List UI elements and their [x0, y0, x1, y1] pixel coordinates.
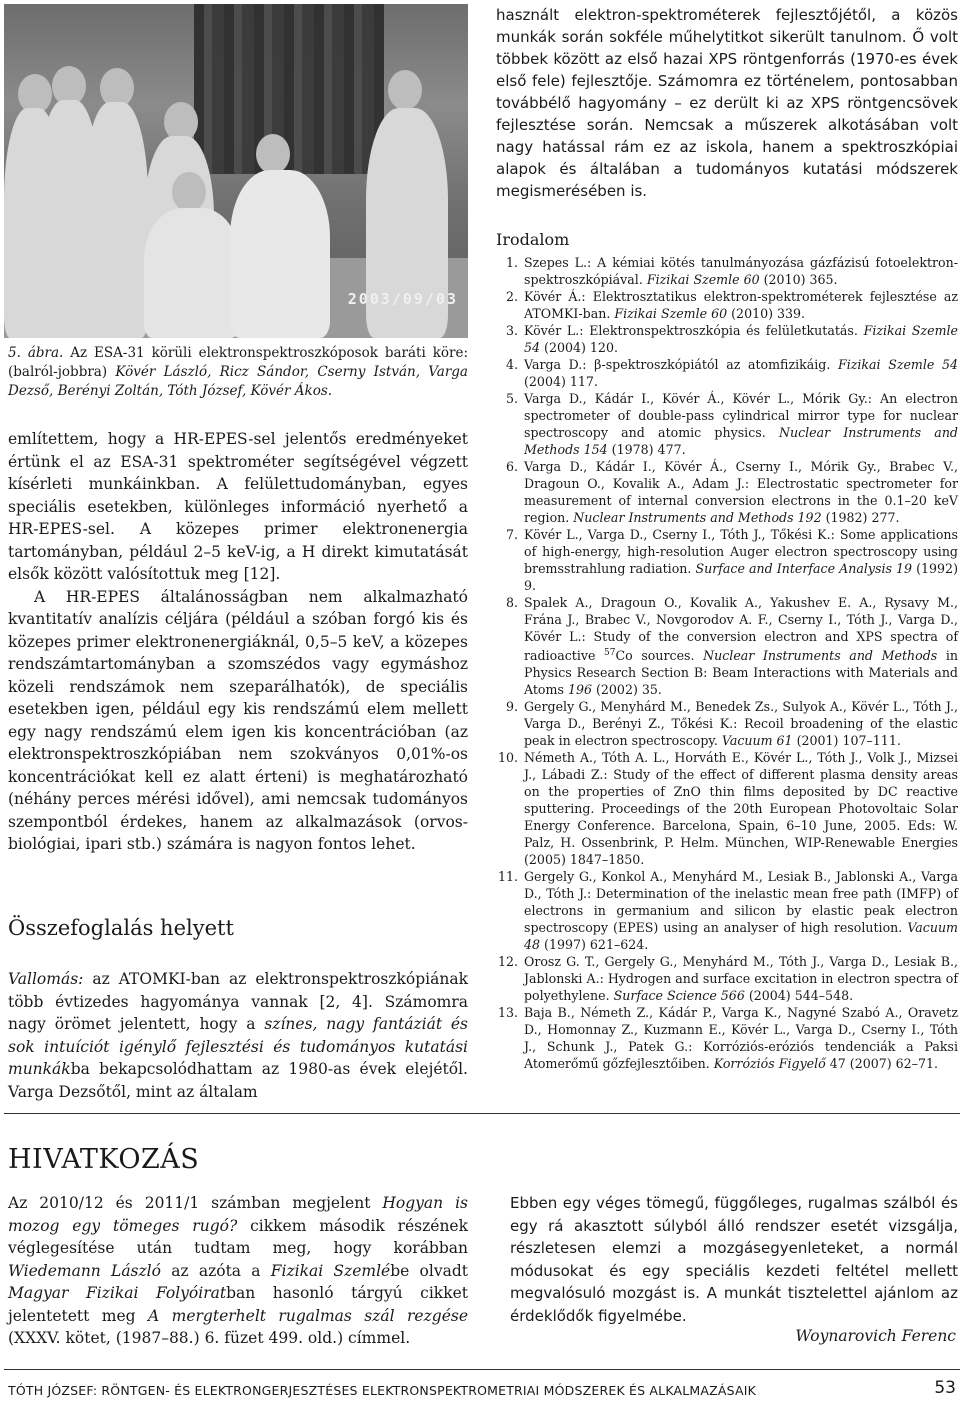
reference-item	[496, 868, 958, 953]
text-run: (2002) 35.	[591, 682, 662, 698]
text-run: Nuclear Instruments and Methods	[703, 648, 938, 664]
reference-item	[496, 698, 958, 749]
reference-text	[524, 458, 958, 526]
reference-item	[496, 254, 958, 288]
text-run: cikkem második részének véglegesítése után tudtam meg, hogy korábban	[8, 1216, 468, 1257]
reference-text	[524, 356, 958, 390]
hivatkozas-right-paragraph: Ebben egy véges tömegű, függőleges, rugalmas szálból és egy rá akasztott súlyból álló rendszer esetét vizsgálja, részletesen elemzi a mozgásegyenleteket, a normál módusokat és egy speciális kezdeti feltétel mellett megvalósuló mozgást is. A munkát tisztelettel ajánlom az érdeklődők figyelmébe.	[510, 1194, 958, 1325]
author-signature: Woynarovich Ferenc	[795, 1327, 956, 1345]
text-run: Az 2010/12 és 2011/1 számban megjelent	[8, 1194, 383, 1212]
hivatkozas-title: HIVATKOZÁS	[8, 1144, 200, 1175]
page-number: 53	[934, 1378, 956, 1398]
text-run: Wiedemann László	[8, 1261, 161, 1280]
text-run: Surface and Interface Analysis 19	[695, 561, 913, 576]
text-run: Baja B., Németh Z., Kádár P., Varga K., Nagyné Szabó A., Oravetz D., Homonnay Z., Kuzmann E., Kövér L., Varga D., Cserny I., Tóth J., Schunk J., Patek G.: Korróziós-eróziós tendenciák a Paksi Atomerőmű gőzfejlesztőiben.	[524, 1005, 958, 1072]
figure-caption	[8, 344, 468, 401]
reference-item	[496, 953, 958, 1004]
reference-item	[496, 288, 958, 322]
reference-item	[496, 1004, 958, 1072]
footer-divider	[4, 1369, 960, 1370]
reference-text	[524, 868, 958, 953]
text-run: (XXXV. kötet, (1987–88.) 6. füzet 499. old.) címmel.	[8, 1329, 411, 1347]
text-run: ban hasonló tárgyú cikket jelentetett meg	[8, 1284, 468, 1325]
text-run: Co sources.	[615, 648, 704, 664]
reference-number: 2.	[505, 289, 518, 304]
reference-number: 1.	[505, 255, 518, 270]
text-run: (2004) 117.	[524, 374, 598, 389]
reference-item	[496, 526, 958, 594]
caption-text: Az ESA-31 körüli elektronspektroszkóposok baráti köre: (balról-jobbra)	[8, 345, 469, 380]
text-run: (2001) 107–111.	[792, 733, 901, 749]
text-run: Magyar Fizikai Folyóirat	[8, 1284, 227, 1302]
text-run: Fizikai Szemle 54	[524, 323, 958, 355]
text-run: az azóta a	[160, 1261, 271, 1280]
text-run: Vacuum 61	[721, 733, 793, 749]
reference-number: 9.	[505, 699, 518, 715]
reference-number: 3.	[505, 323, 518, 338]
running-title: TÓTH JÓZSEF: RÖNTGEN- ÉS ELEKTRONGERJESZTÉSES ELEKTRONSPEKTROMETRIAI MÓDSZEREK ÉS ALKALMAZÁSAIK	[8, 1383, 757, 1398]
caption-label: 5. ábra.	[8, 345, 64, 361]
text-run: Varga D., Kádár I., Kövér Á., Cserny I., Mórik Gy., Brabec V., Dragoun O., Kovalik A., Adam J.: Electrostatic spectrometer for measurement of internal conversion electrons in the 0.1–20 keV region.	[524, 459, 958, 525]
reference-text	[524, 594, 958, 698]
text-run: Fizikai Szemlé	[270, 1261, 391, 1280]
text-run: A mergterhelt rugalmas szál rezgése	[148, 1306, 468, 1325]
right-intro-paragraph: használt elektron-spektrométerek fejlesztőjétől, a közös munkák során sokféle műhelytitkot sikerült tanulnom. Ő volt többek között az első hazai XPS röntgenforrás (1970-es évek első fele) fejlesztője. Számomra ez történelem, pontosabban továbbélő hagyomány – ez derült ki az XPS röntgencsövek fejlesztése során. Nemcsak a műszerek alkotásában volt nagy hatással rám ez az iskola, hanem a spektroszkópiai alapok és általában a tudományos kutatási módszerek megismerésében is.	[496, 6, 958, 200]
text-run: 196	[567, 682, 592, 698]
photo-date-stamp: 2003/09/03	[347, 290, 458, 308]
reference-text	[524, 288, 958, 322]
text-run: Varga D., Kádár I., Kövér Á., Kövér L., Mórik Gy.: An electron spectrometer of double-pass cylindrical mirror type for nuclear spectroscopy and atomic physics.	[524, 391, 958, 440]
body-paragraph-2: A HR-EPES általánosságban nem alkalmazható kvantitatív analízis céljára (például a szóban forgó kis és közepes primer elektronenergiáknál, 0,5–5 keV, a közepes rendszámtartományban a szomszédos vagy egymáshoz közeli rendszámok nem szeparálhatók), de speciális esetekben igen, például egy kis rendszámú elem mellett egy nagy rendszámú elem igen kis koncentrációban (az elektronspektroszkópiában nem szokványos 0,01%-os koncentrációkat kell ez alatt érteni) is meghatározható (néhány perces mérési idővel), ami nemcsak tudományos szempontból érdekes, hanem az alkalmazások (orvos-biológiai, ipari stb.) számára is nagyon fontos lehet.	[8, 587, 468, 853]
text-run: (1982) 277.	[821, 510, 900, 525]
text-run: Nuclear Instruments and Methods 154	[524, 425, 958, 457]
reference-item	[496, 390, 958, 458]
text-run: be olvadt	[390, 1261, 468, 1280]
body-paragraph-1: említettem, hogy a HR-EPES-sel jelentős eredményeket értünk el az ESA-31 spektrométer segítségével végzett kísérleti munkáinkban. A felülettudományban, egyes speciális esetekben, különleges információ nyerhető a HR-EPES-sel. A közepes primer elektronenergia tartományban, például 2–5 keV-ig, a H direkt kimutatását elsők között valósítottuk meg [12].	[8, 430, 468, 583]
hivatkozas-left-paragraph	[8, 1192, 468, 1350]
text-run: Gergely G., Menyhárd M., Benedek Zs., Sulyok A., Kövér L., Tóth J., Varga D., Berényi Z., Tőkési K.: Recoil broadening of the elastic peak in electron spectroscopy.	[524, 699, 958, 749]
reference-text	[524, 953, 958, 1004]
reference-text	[524, 749, 958, 868]
text-run: 47 (2007) 62–71.	[825, 1056, 939, 1072]
group-photo	[4, 4, 468, 338]
reference-text	[524, 322, 958, 356]
text-run: Hogyan is mozog egy tömeges rugó?	[8, 1194, 468, 1235]
reference-number: 5.	[505, 391, 518, 406]
references-list	[496, 254, 958, 1072]
section-heading: Összefoglalás helyett	[8, 916, 234, 940]
text-run: Fizikai Szemle 60	[614, 306, 728, 321]
text-run: (1978) 477.	[607, 442, 686, 457]
text-run: Surface Science 566	[613, 988, 745, 1004]
caption-names: Kövér László, Ricz Sándor, Cserny István, Varga Dezső, Berényi Zoltán, Tóth József, Kövér Ákos.	[8, 364, 468, 399]
reference-item	[496, 749, 958, 868]
text-run: 57	[604, 648, 616, 658]
text-run: Szepes L.: A kémiai kötés tanulmányozása gázfázisú fotoelektron-spektroszkópiával.	[524, 255, 958, 287]
reference-text	[524, 1004, 958, 1072]
reference-item	[496, 322, 958, 356]
text-run: (2004) 544–548.	[744, 988, 854, 1004]
text-run: Németh A., Tóth A. L., Horváth E., Kövér L., Tóth J., Volk J., Mizsei J., Lábadi Z.: Study of the effect of different plasma density areas on the properties of ZnO thin films deposited by DC reactive sputtering. Proceedings of the 20th European Photovoltaic Solar Energy Conference. Barcelona, Spain, 6–10 June, 2005. Eds: W. Palz, H. Ossenbrink, P. Helm. München, WIP-Renewable Energies (2005) 1847–1850.	[524, 750, 958, 868]
reference-number: 12.	[497, 954, 518, 970]
reference-item	[496, 594, 958, 698]
reference-number: 13.	[497, 1005, 518, 1021]
text-run: Gergely G., Konkol A., Menyhárd M., Lesiak B., Jablonski A., Varga D., Tóth J.: Determination of the inelastic mean free path (IMFP) of electrons in germanium and silicon by elastic peak electron spectroscopy (EPES) using an analyser of high resolution.	[524, 869, 958, 936]
reference-text	[524, 526, 958, 594]
text-run: (2004) 120.	[540, 340, 618, 355]
reference-number: 10.	[497, 750, 518, 766]
left-body	[8, 428, 468, 856]
text-run: Vacuum 48	[524, 920, 958, 953]
text-run: Nuclear Instruments and Methods 192	[573, 510, 822, 525]
text-run: Korróziós Figyelő	[713, 1056, 826, 1072]
reference-item	[496, 458, 958, 526]
section-divider	[4, 1113, 960, 1114]
text-run: Fizikai Szemle 60	[646, 272, 760, 287]
text-run: (2010) 365.	[759, 272, 838, 287]
text-run: Orosz G. T., Gergely G., Menyhárd M., Tóth J., Varga D., Lesiak B., Jablonski A.: Hydrogen and surface excitation in electron spectra of polyethylene.	[524, 954, 958, 1004]
reference-text	[524, 390, 958, 458]
reference-number: 7.	[505, 527, 518, 542]
text-run: Kövér L.: Elektronspektroszkópia és felületkutatás.	[524, 323, 864, 338]
reference-text	[524, 698, 958, 749]
confession-paragraph: Vallomás: az ATOMKI-ban az elektronspektroszkópiának több évtizedes hagyománya vannak [2, 4]. Számomra nagy örömet jelentett, hogy a színes, nagy fantáziát és sok intuíciót igénylő fejlesztési és tudományos kutatási munkákba bekapcsolódhattam az 1980-as évek elejétől. Varga Dezsőtől, mint az általam	[8, 970, 468, 1101]
reference-number: 11.	[497, 869, 518, 885]
text-run: Kövér Á.: Elektrosztatikus elektron-spektrométerek fejlesztése az ATOMKI-ban.	[524, 289, 958, 321]
reference-text	[524, 254, 958, 288]
reference-number: 4.	[505, 357, 518, 372]
text-run: Fizikai Szemle 54	[837, 357, 958, 372]
references-heading: Irodalom	[496, 230, 570, 249]
text-run: Kövér L., Varga D., Cserny I., Tóth J., Tőkési K.: Some applications of high-energy, high-resolution Auger electron spectroscopy using bremsstrahlung radiation.	[524, 527, 958, 576]
reference-number: 8.	[505, 595, 518, 610]
reference-number: 6.	[505, 459, 518, 474]
text-run: (1992) 9.	[524, 561, 958, 593]
reference-item	[496, 356, 958, 390]
text-run: (2010) 339.	[727, 306, 806, 321]
text-run: Varga D.: β-spektroszkópiától az atomfizikáig.	[524, 357, 838, 372]
text-run: Spalek A., Dragoun O., Kovalik A., Yakushev E. A., Rysavy M., Frána J., Brabec V., Novgorodov A. F., Cserny I., Tóth J., Varga D., Kövér L.: Study of the conversion electron and XPS spectra of radioactive	[524, 595, 958, 664]
text-run: (1997) 621–624.	[540, 937, 649, 953]
text-run: in Physics Research Section B: Beam Interactions with Materials and Atoms	[524, 648, 959, 698]
